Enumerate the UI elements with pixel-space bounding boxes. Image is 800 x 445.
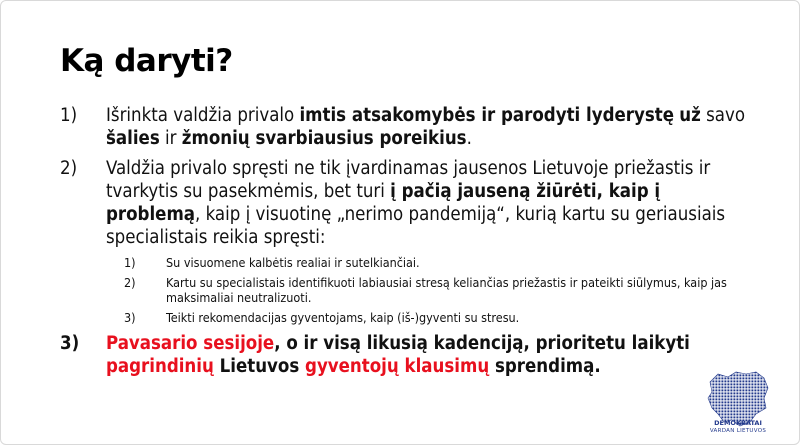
text-run: ir (159, 128, 182, 149)
text-run: Išrinkta valdžia privalo (106, 105, 300, 126)
slide-title: Ką daryti? (60, 43, 233, 79)
list-item-3 (60, 332, 750, 378)
sub-item-number: 3) (124, 309, 136, 325)
red-run: Pavasario sesijoje (106, 333, 275, 354)
red-run: gyventojų klausimų (305, 356, 490, 377)
item-number: 1) (60, 105, 78, 126)
item-number: 2) (60, 158, 78, 179)
text-run: Lietuvos (213, 356, 306, 377)
text-run: . (466, 128, 472, 149)
sub-item-1 (106, 255, 750, 271)
bold-run: šalies (106, 128, 160, 149)
text-run: , kaip į visuotinę „nerimo pandemiją“, kurią kartu su geriausiais specialistais reikia spręsti: (106, 204, 726, 248)
sub-item-number: 2) (124, 274, 136, 290)
sub-item-number: 1) (124, 255, 136, 270)
sub-item-text: Kartu su specialistais identifikuoti labiausiai stresą keliančias priežastis ir pateikti siūlymus, kaip jas maksimaliai neutralizuoti. (166, 274, 727, 305)
text-run: , o ir visą likusią kadenciją, prioritetu laikyti (274, 333, 690, 354)
bullet-list (60, 104, 750, 378)
text-run: sprendimą. (489, 356, 601, 377)
item-text (106, 105, 745, 149)
sub-item-3 (106, 310, 750, 326)
item-text (106, 333, 690, 377)
sub-item-text: Su visuomene kalbėtis realiai ir sutelkiančiai. (166, 255, 420, 270)
red-run: pagrindinių (106, 356, 214, 377)
sub-list (106, 255, 750, 325)
bold-run: žmonių svarbiausius poreikius (181, 128, 467, 149)
sub-item-text: Teikti rekomendacijas gyventojams, kaip (iš-)gyventi su stresu. (166, 309, 520, 325)
sub-item-2 (106, 275, 750, 306)
list-item-1 (60, 104, 750, 150)
bold-run: imtis atsakomybės ir parodyti lyderystę (299, 105, 674, 126)
logo-name: DEMOKRATAI (714, 419, 762, 427)
text-run: Valdžia privalo spręsti ne tik įvardinamas jausenos Lietuvoje priežastis ir tvarkytis su pasekmėmis, bet turi (106, 158, 711, 202)
logo-subtitle: VARDAN LIETUVOS (709, 428, 767, 434)
list-item-2 (60, 157, 750, 325)
bold-run: už (679, 105, 701, 126)
text-run: savo (700, 105, 746, 126)
bold-run: į pačią jauseną žiūrėti, kaip į problemą (106, 181, 661, 225)
item-text (106, 158, 725, 248)
item-number: 3) (60, 333, 80, 354)
